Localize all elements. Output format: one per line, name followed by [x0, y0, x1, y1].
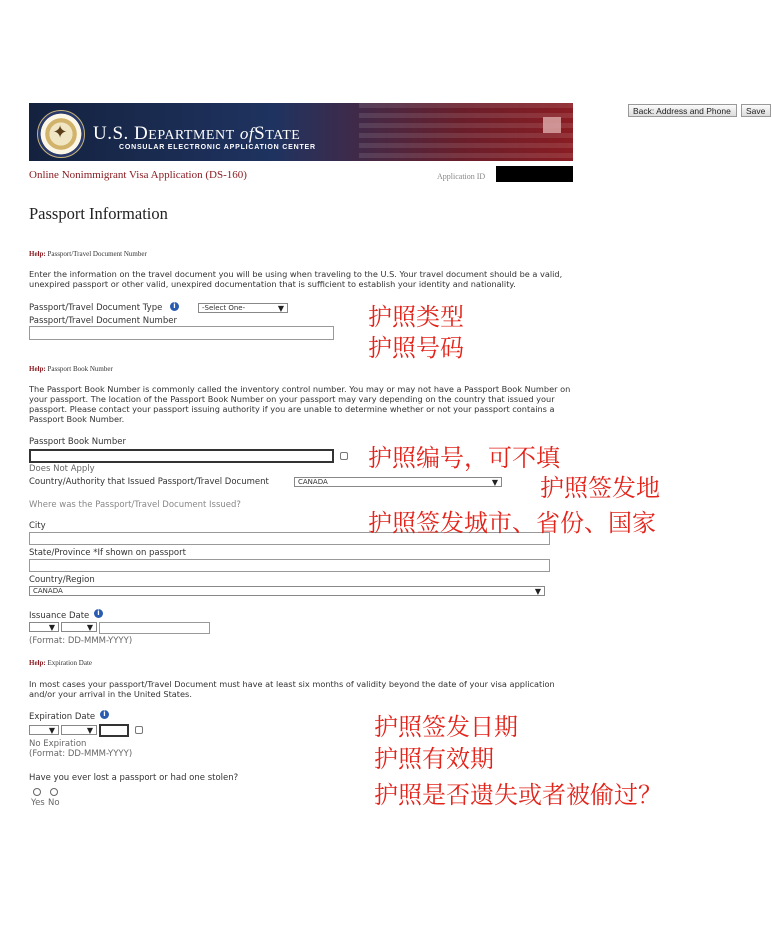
issuance-year-input[interactable]: [99, 622, 210, 634]
application-id-label: Application ID: [437, 172, 486, 181]
doc-type-label: Passport/Travel Document Type: [29, 303, 163, 313]
country-label: Country/Region: [29, 575, 95, 585]
help-doc-number[interactable]: Help: Passport/Travel Document Number: [29, 250, 147, 258]
issuance-date-label: Issuance Date: [29, 611, 90, 621]
book-na-label: Does Not Apply: [29, 464, 95, 474]
save-button[interactable]: Save: [741, 104, 771, 117]
country-authority-label: Country/Authority that Issued Passport/Travel Document: [29, 477, 269, 487]
annotation-issue-date: 护照签发日期: [374, 713, 518, 741]
expiration-month-select[interactable]: ▼: [61, 725, 97, 735]
annotation-validity: 护照有效期: [374, 745, 494, 773]
expiration-intro: In most cases your passport/Travel Document must have at least six months of validity beyond the date of your visa application and/or your arrival in the United States.: [29, 679, 555, 699]
issuance-month-select[interactable]: ▼: [61, 622, 97, 632]
info-icon[interactable]: i: [100, 710, 109, 719]
help-expiration-date[interactable]: Help: Expiration Date: [29, 659, 92, 667]
expiration-date-label: Expiration Date: [29, 712, 96, 722]
annotation-issue-city: 护照签发城市、省份、国家: [368, 509, 656, 537]
lost-yes-label: Yes: [31, 798, 45, 808]
annotation-passport-number: 护照号码: [368, 334, 464, 362]
state-label: State/Province *If shown on passport: [29, 548, 186, 558]
doc-type-select[interactable]: -Select One- ▼: [198, 303, 288, 313]
doc-number-intro: Enter the information on the travel document you will be using when traveling to the U.S. Your travel document should be a valid, unexpired passport or other valid, unexpired documentation that is sufficient to establish your identity and nationality.: [29, 269, 563, 289]
country-authority-select[interactable]: CANADA ▼: [294, 477, 502, 487]
form-title: Online Nonimmigrant Visa Application (DS-160): [29, 169, 247, 181]
info-icon[interactable]: i: [94, 609, 103, 618]
issuance-day-select[interactable]: ▼: [29, 622, 59, 632]
info-icon[interactable]: i: [170, 302, 179, 311]
no-expiration-checkbox[interactable]: [135, 726, 143, 734]
help-book-number[interactable]: Help: Passport Book Number: [29, 365, 113, 373]
banner-flag-box: [543, 117, 561, 133]
book-number-input[interactable]: [29, 449, 334, 463]
book-number-label: Passport Book Number: [29, 437, 126, 447]
department-name: U.S. DEPARTMENT ofSTATE: [93, 123, 301, 144]
annotation-book-number: 护照编号，可不填: [368, 444, 560, 472]
state-input[interactable]: [29, 559, 550, 572]
expiration-format-hint: (Format: DD-MMM-YYYY): [29, 749, 133, 759]
book-na-checkbox[interactable]: [340, 452, 348, 460]
lost-no-label: No: [48, 798, 60, 808]
annotation-passport-type: 护照类型: [368, 303, 464, 331]
doc-number-input[interactable]: [29, 326, 334, 340]
department-subtitle: CONSULAR ELECTRONIC APPLICATION CENTER: [119, 144, 316, 151]
application-id-value: [496, 166, 573, 182]
page-title: Passport Information: [29, 204, 168, 223]
lost-yes-radio[interactable]: [33, 788, 41, 796]
lost-no-radio[interactable]: [50, 788, 58, 796]
book-intro: The Passport Book Number is commonly called the inventory control number. You may or may not have a Passport Book Number on your passport. The location of the Passport Book Number on your passport may vary depending on the country that issued your passport. Please contact your passport issuing authority if you are unable to determine whether or not your passport contains a Passport Book Number.: [29, 384, 571, 424]
city-label: City: [29, 521, 46, 531]
doc-number-label: Passport/Travel Document Number: [29, 316, 177, 326]
no-expiration-label: No Expiration: [29, 739, 87, 749]
annotation-issue-place: 护照签发地: [540, 474, 660, 502]
annotation-lost: 护照是否遗失或者被偷过？: [374, 781, 662, 809]
lost-passport-question: Have you ever lost a passport or had one stolen?: [29, 773, 239, 783]
country-select[interactable]: CANADA ▼: [29, 586, 545, 596]
issuance-format-hint: (Format: DD-MMM-YYYY): [29, 636, 133, 646]
expiration-day-select[interactable]: ▼: [29, 725, 59, 735]
back-address-phone-button[interactable]: Back: Address and Phone: [628, 104, 737, 117]
where-issued-heading: Where was the Passport/Travel Document Issued?: [29, 500, 241, 510]
eagle-icon: ✦: [52, 122, 68, 143]
expiration-year-input[interactable]: [99, 724, 129, 737]
